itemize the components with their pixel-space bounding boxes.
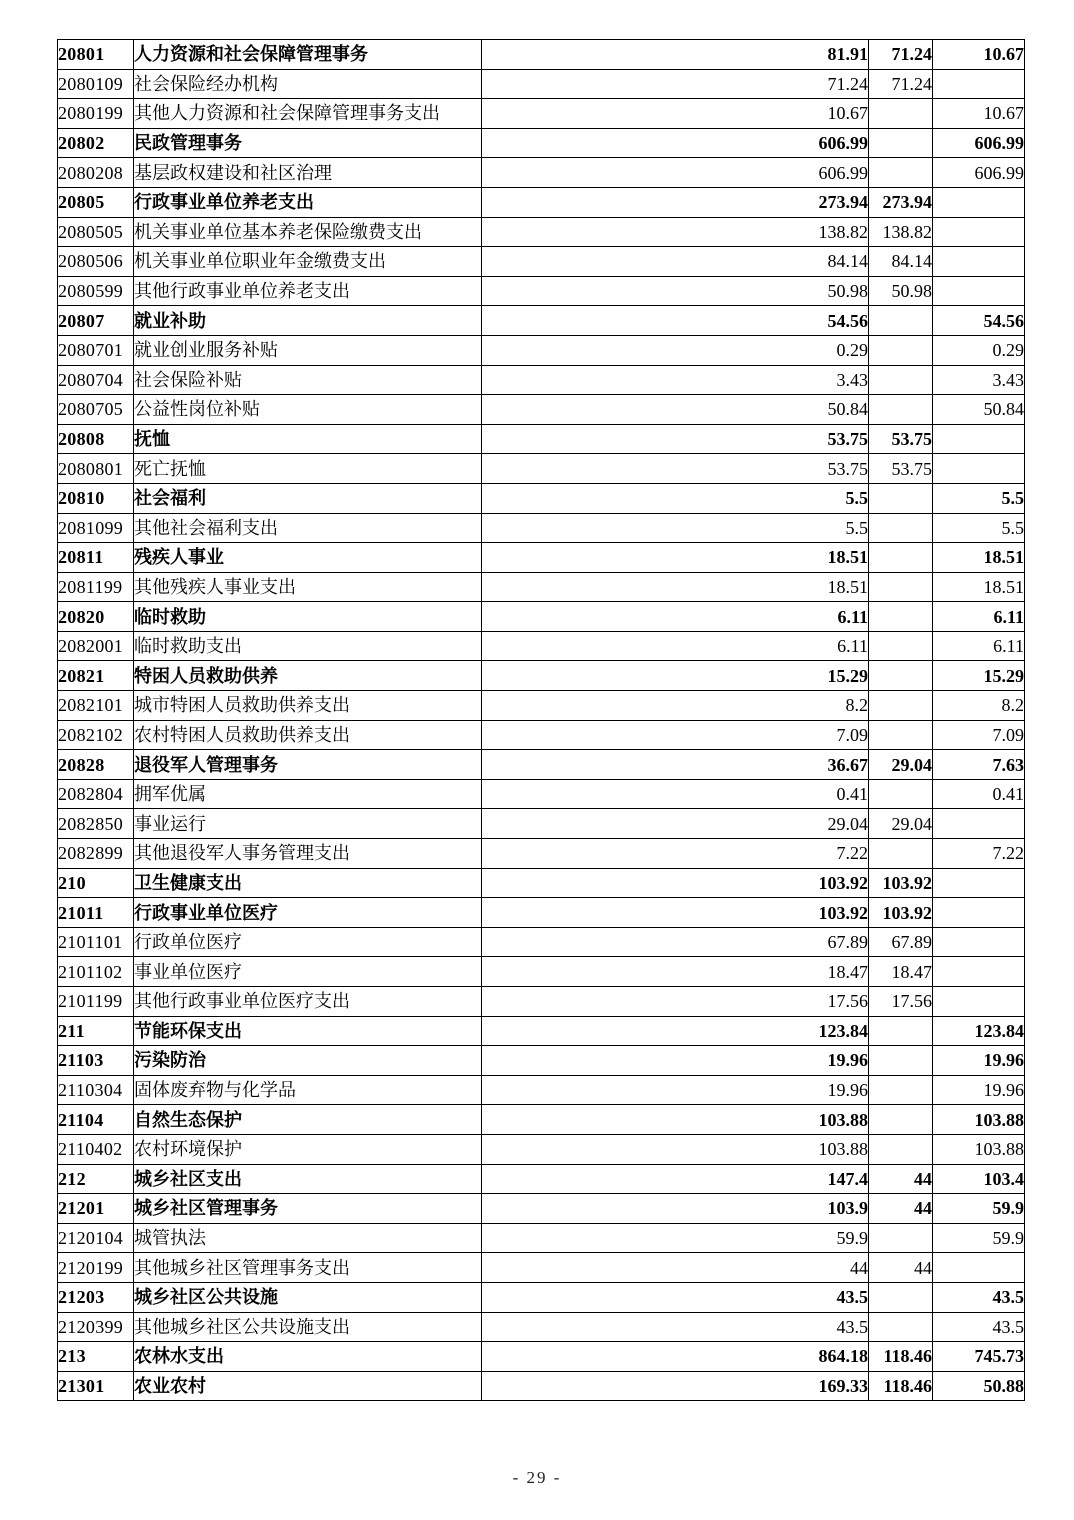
table-row <box>58 720 1025 750</box>
cell-code: 2110402 <box>58 1134 134 1164</box>
cell-code: 21103 <box>58 1046 134 1076</box>
cell-name: 农业农村 <box>134 1371 482 1401</box>
cell-v1: 18.47 <box>482 957 869 987</box>
cell-v2 <box>869 779 933 809</box>
cell-v3: 18.51 <box>933 543 1025 573</box>
cell-v2: 29.04 <box>869 750 933 780</box>
table-row <box>58 602 1025 632</box>
table-row <box>58 1075 1025 1105</box>
cell-v1: 7.09 <box>482 720 869 750</box>
table-row <box>58 128 1025 158</box>
cell-code: 2080505 <box>58 217 134 247</box>
cell-name: 人力资源和社会保障管理事务 <box>134 40 482 70</box>
cell-v3 <box>933 424 1025 454</box>
cell-name: 固体废弃物与化学品 <box>134 1075 482 1105</box>
cell-v1: 59.9 <box>482 1223 869 1253</box>
cell-name: 社会保险经办机构 <box>134 69 482 99</box>
table-row <box>58 335 1025 365</box>
cell-v2 <box>869 1223 933 1253</box>
cell-v1: 138.82 <box>482 217 869 247</box>
table-row <box>58 809 1025 839</box>
cell-v3: 103.88 <box>933 1134 1025 1164</box>
table-row <box>58 1223 1025 1253</box>
cell-name: 机关事业单位职业年金缴费支出 <box>134 247 482 277</box>
cell-name: 农村环境保护 <box>134 1134 482 1164</box>
table-row <box>58 661 1025 691</box>
cell-name: 其他退役军人事务管理支出 <box>134 839 482 869</box>
cell-name: 行政单位医疗 <box>134 927 482 957</box>
cell-code: 2082899 <box>58 839 134 869</box>
cell-name: 民政管理事务 <box>134 128 482 158</box>
cell-code: 21104 <box>58 1105 134 1135</box>
cell-v3 <box>933 868 1025 898</box>
table-row <box>58 691 1025 721</box>
cell-code: 2081099 <box>58 513 134 543</box>
cell-v3: 50.88 <box>933 1371 1025 1401</box>
cell-v1: 606.99 <box>482 128 869 158</box>
cell-v2 <box>869 1046 933 1076</box>
cell-v2 <box>869 543 933 573</box>
cell-v1: 103.9 <box>482 1194 869 1224</box>
cell-v2 <box>869 128 933 158</box>
table-row <box>58 1342 1025 1372</box>
cell-v3: 0.29 <box>933 335 1025 365</box>
table-row <box>58 750 1025 780</box>
cell-v3: 10.67 <box>933 40 1025 70</box>
cell-v2: 84.14 <box>869 247 933 277</box>
cell-v1: 0.41 <box>482 779 869 809</box>
table-row <box>58 868 1025 898</box>
cell-v3: 7.22 <box>933 839 1025 869</box>
cell-v3 <box>933 247 1025 277</box>
cell-v2 <box>869 306 933 336</box>
table-row <box>58 217 1025 247</box>
table-row <box>58 779 1025 809</box>
table-row <box>58 987 1025 1017</box>
cell-v1: 18.51 <box>482 572 869 602</box>
cell-v3: 43.5 <box>933 1282 1025 1312</box>
page-number: - 29 - <box>512 1468 562 1487</box>
cell-name: 城管执法 <box>134 1223 482 1253</box>
cell-code: 2080701 <box>58 335 134 365</box>
cell-v3 <box>933 454 1025 484</box>
cell-name: 特困人员救助供养 <box>134 661 482 691</box>
cell-v2 <box>869 483 933 513</box>
cell-code: 2080704 <box>58 365 134 395</box>
cell-v3 <box>933 187 1025 217</box>
cell-v1: 43.5 <box>482 1312 869 1342</box>
cell-v3: 7.63 <box>933 750 1025 780</box>
cell-v2: 50.98 <box>869 276 933 306</box>
cell-code: 212 <box>58 1164 134 1194</box>
cell-v1: 103.92 <box>482 868 869 898</box>
cell-v1: 147.4 <box>482 1164 869 1194</box>
cell-v2 <box>869 572 933 602</box>
cell-code: 2080199 <box>58 99 134 129</box>
cell-v1: 3.43 <box>482 365 869 395</box>
cell-v3: 19.96 <box>933 1046 1025 1076</box>
table-row <box>58 1282 1025 1312</box>
cell-v3 <box>933 217 1025 247</box>
cell-v2 <box>869 1134 933 1164</box>
cell-v1: 50.84 <box>482 395 869 425</box>
cell-v2: 53.75 <box>869 454 933 484</box>
cell-name: 死亡抚恤 <box>134 454 482 484</box>
cell-v2 <box>869 661 933 691</box>
cell-v3: 8.2 <box>933 691 1025 721</box>
cell-v1: 6.11 <box>482 602 869 632</box>
cell-v1: 103.88 <box>482 1134 869 1164</box>
cell-code: 21301 <box>58 1371 134 1401</box>
cell-v3: 123.84 <box>933 1016 1025 1046</box>
cell-v2: 29.04 <box>869 809 933 839</box>
cell-v2 <box>869 1282 933 1312</box>
cell-v3: 15.29 <box>933 661 1025 691</box>
cell-code: 20807 <box>58 306 134 336</box>
cell-v2 <box>869 839 933 869</box>
table-row <box>58 957 1025 987</box>
cell-name: 抚恤 <box>134 424 482 454</box>
cell-v1: 5.5 <box>482 513 869 543</box>
cell-v3 <box>933 957 1025 987</box>
cell-v3: 6.11 <box>933 602 1025 632</box>
cell-v1: 54.56 <box>482 306 869 336</box>
cell-name: 行政事业单位医疗 <box>134 898 482 928</box>
cell-code: 2120199 <box>58 1253 134 1283</box>
cell-v3: 6.11 <box>933 631 1025 661</box>
cell-code: 2082101 <box>58 691 134 721</box>
cell-v1: 44 <box>482 1253 869 1283</box>
cell-code: 2080801 <box>58 454 134 484</box>
cell-v3 <box>933 276 1025 306</box>
cell-name: 农林水支出 <box>134 1342 482 1372</box>
cell-v2 <box>869 1016 933 1046</box>
cell-name: 其他行政事业单位养老支出 <box>134 276 482 306</box>
cell-v1: 103.88 <box>482 1105 869 1135</box>
cell-v2 <box>869 602 933 632</box>
cell-v3: 606.99 <box>933 128 1025 158</box>
table-row <box>58 306 1025 336</box>
cell-name: 污染防治 <box>134 1046 482 1076</box>
cell-name: 城市特困人员救助供养支出 <box>134 691 482 721</box>
cell-code: 2080705 <box>58 395 134 425</box>
cell-v3: 103.88 <box>933 1105 1025 1135</box>
table-row <box>58 424 1025 454</box>
cell-v3: 606.99 <box>933 158 1025 188</box>
table-row <box>58 927 1025 957</box>
table-row <box>58 1046 1025 1076</box>
cell-code: 20811 <box>58 543 134 573</box>
cell-v3: 103.4 <box>933 1164 1025 1194</box>
table-row <box>58 898 1025 928</box>
cell-v3: 54.56 <box>933 306 1025 336</box>
cell-v1: 43.5 <box>482 1282 869 1312</box>
cell-v3: 59.9 <box>933 1223 1025 1253</box>
cell-v1: 53.75 <box>482 424 869 454</box>
cell-v2: 44 <box>869 1164 933 1194</box>
cell-code: 2081199 <box>58 572 134 602</box>
cell-name: 事业单位医疗 <box>134 957 482 987</box>
cell-v3 <box>933 809 1025 839</box>
cell-code: 20810 <box>58 483 134 513</box>
cell-v3: 745.73 <box>933 1342 1025 1372</box>
cell-code: 20801 <box>58 40 134 70</box>
cell-v2 <box>869 335 933 365</box>
table-row <box>58 365 1025 395</box>
cell-name: 机关事业单位基本养老保险缴费支出 <box>134 217 482 247</box>
cell-v1: 606.99 <box>482 158 869 188</box>
cell-name: 其他残疾人事业支出 <box>134 572 482 602</box>
cell-v2 <box>869 631 933 661</box>
cell-v2: 103.92 <box>869 898 933 928</box>
cell-v2: 17.56 <box>869 987 933 1017</box>
cell-name: 城乡社区管理事务 <box>134 1194 482 1224</box>
cell-code: 210 <box>58 868 134 898</box>
cell-code: 21203 <box>58 1282 134 1312</box>
cell-name: 卫生健康支出 <box>134 868 482 898</box>
cell-v2 <box>869 365 933 395</box>
cell-v1: 10.67 <box>482 99 869 129</box>
cell-v3 <box>933 927 1025 957</box>
table-row <box>58 513 1025 543</box>
cell-v1: 0.29 <box>482 335 869 365</box>
cell-v3: 7.09 <box>933 720 1025 750</box>
cell-name: 农村特困人员救助供养支出 <box>134 720 482 750</box>
cell-v3: 5.5 <box>933 513 1025 543</box>
cell-code: 2082850 <box>58 809 134 839</box>
cell-v3: 59.9 <box>933 1194 1025 1224</box>
cell-name: 残疾人事业 <box>134 543 482 573</box>
cell-v2 <box>869 691 933 721</box>
cell-code: 2082001 <box>58 631 134 661</box>
cell-v1: 17.56 <box>482 987 869 1017</box>
table-row <box>58 1371 1025 1401</box>
cell-name: 城乡社区支出 <box>134 1164 482 1194</box>
cell-v2: 44 <box>869 1194 933 1224</box>
cell-name: 就业创业服务补贴 <box>134 335 482 365</box>
cell-name: 社会保险补贴 <box>134 365 482 395</box>
cell-v2: 138.82 <box>869 217 933 247</box>
cell-v2: 71.24 <box>869 40 933 70</box>
cell-code: 2082804 <box>58 779 134 809</box>
table-row <box>58 1312 1025 1342</box>
cell-v3: 5.5 <box>933 483 1025 513</box>
cell-name: 节能环保支出 <box>134 1016 482 1046</box>
cell-v1: 273.94 <box>482 187 869 217</box>
cell-v1: 71.24 <box>482 69 869 99</box>
cell-name: 其他城乡社区公共设施支出 <box>134 1312 482 1342</box>
cell-v1: 864.18 <box>482 1342 869 1372</box>
cell-v1: 53.75 <box>482 454 869 484</box>
table-row <box>58 1164 1025 1194</box>
cell-v1: 18.51 <box>482 543 869 573</box>
cell-name: 就业补助 <box>134 306 482 336</box>
table-row <box>58 40 1025 70</box>
cell-name: 退役军人管理事务 <box>134 750 482 780</box>
cell-name: 基层政权建设和社区治理 <box>134 158 482 188</box>
table-row <box>58 99 1025 129</box>
cell-v3 <box>933 898 1025 928</box>
cell-v1: 84.14 <box>482 247 869 277</box>
cell-code: 2080109 <box>58 69 134 99</box>
cell-v2: 273.94 <box>869 187 933 217</box>
cell-name: 公益性岗位补贴 <box>134 395 482 425</box>
table-row <box>58 631 1025 661</box>
cell-v1: 81.91 <box>482 40 869 70</box>
table-row <box>58 1253 1025 1283</box>
cell-v1: 50.98 <box>482 276 869 306</box>
cell-v1: 103.92 <box>482 898 869 928</box>
cell-code: 2082102 <box>58 720 134 750</box>
cell-v2: 18.47 <box>869 957 933 987</box>
cell-code: 20805 <box>58 187 134 217</box>
cell-name: 临时救助支出 <box>134 631 482 661</box>
cell-code: 2120104 <box>58 1223 134 1253</box>
cell-v3: 50.84 <box>933 395 1025 425</box>
cell-v1: 36.67 <box>482 750 869 780</box>
cell-v1: 5.5 <box>482 483 869 513</box>
cell-code: 213 <box>58 1342 134 1372</box>
budget-table-body <box>58 40 1025 1401</box>
cell-v3 <box>933 1253 1025 1283</box>
table-row <box>58 483 1025 513</box>
cell-code: 2101199 <box>58 987 134 1017</box>
cell-v1: 169.33 <box>482 1371 869 1401</box>
cell-v2: 53.75 <box>869 424 933 454</box>
cell-name: 其他社会福利支出 <box>134 513 482 543</box>
cell-code: 2101102 <box>58 957 134 987</box>
cell-v2 <box>869 720 933 750</box>
cell-v3: 43.5 <box>933 1312 1025 1342</box>
table-row <box>58 454 1025 484</box>
table-row <box>58 158 1025 188</box>
cell-name: 城乡社区公共设施 <box>134 1282 482 1312</box>
cell-v2 <box>869 1312 933 1342</box>
cell-v2 <box>869 513 933 543</box>
cell-code: 20820 <box>58 602 134 632</box>
cell-v1: 6.11 <box>482 631 869 661</box>
cell-code: 20808 <box>58 424 134 454</box>
cell-code: 211 <box>58 1016 134 1046</box>
cell-code: 21201 <box>58 1194 134 1224</box>
table-row <box>58 1105 1025 1135</box>
cell-v2: 44 <box>869 1253 933 1283</box>
cell-v1: 7.22 <box>482 839 869 869</box>
table-row <box>58 572 1025 602</box>
cell-v3: 19.96 <box>933 1075 1025 1105</box>
cell-v3 <box>933 69 1025 99</box>
table-row <box>58 1134 1025 1164</box>
cell-name: 其他行政事业单位医疗支出 <box>134 987 482 1017</box>
cell-v1: 67.89 <box>482 927 869 957</box>
cell-v3: 0.41 <box>933 779 1025 809</box>
cell-v1: 123.84 <box>482 1016 869 1046</box>
cell-v2 <box>869 1105 933 1135</box>
cell-code: 2080599 <box>58 276 134 306</box>
cell-v3: 10.67 <box>933 99 1025 129</box>
cell-v3 <box>933 987 1025 1017</box>
cell-name: 自然生态保护 <box>134 1105 482 1135</box>
cell-code: 20821 <box>58 661 134 691</box>
cell-v1: 29.04 <box>482 809 869 839</box>
cell-v1: 15.29 <box>482 661 869 691</box>
cell-v2 <box>869 1075 933 1105</box>
cell-code: 2120399 <box>58 1312 134 1342</box>
table-row <box>58 187 1025 217</box>
cell-v2: 67.89 <box>869 927 933 957</box>
table-row <box>58 276 1025 306</box>
cell-name: 拥军优属 <box>134 779 482 809</box>
cell-v2 <box>869 158 933 188</box>
cell-name: 社会福利 <box>134 483 482 513</box>
table-row <box>58 1194 1025 1224</box>
cell-v2 <box>869 99 933 129</box>
cell-name: 其他人力资源和社会保障管理事务支出 <box>134 99 482 129</box>
table-row <box>58 1016 1025 1046</box>
cell-code: 20802 <box>58 128 134 158</box>
cell-code: 20828 <box>58 750 134 780</box>
table-row <box>58 395 1025 425</box>
cell-v3: 18.51 <box>933 572 1025 602</box>
table-row <box>58 543 1025 573</box>
cell-name: 事业运行 <box>134 809 482 839</box>
table-row <box>58 839 1025 869</box>
cell-code: 2080506 <box>58 247 134 277</box>
budget-table <box>57 39 1025 1401</box>
cell-v1: 19.96 <box>482 1046 869 1076</box>
cell-code: 2101101 <box>58 927 134 957</box>
cell-v1: 19.96 <box>482 1075 869 1105</box>
cell-name: 其他城乡社区管理事务支出 <box>134 1253 482 1283</box>
table-row <box>58 247 1025 277</box>
cell-code: 2080208 <box>58 158 134 188</box>
cell-code: 21011 <box>58 898 134 928</box>
table-row <box>58 69 1025 99</box>
cell-v2: 118.46 <box>869 1371 933 1401</box>
cell-v2: 71.24 <box>869 69 933 99</box>
cell-code: 2110304 <box>58 1075 134 1105</box>
cell-name: 行政事业单位养老支出 <box>134 187 482 217</box>
cell-v2 <box>869 395 933 425</box>
cell-v3: 3.43 <box>933 365 1025 395</box>
cell-name: 临时救助 <box>134 602 482 632</box>
cell-v2: 118.46 <box>869 1342 933 1372</box>
cell-v1: 8.2 <box>482 691 869 721</box>
cell-v2: 103.92 <box>869 868 933 898</box>
